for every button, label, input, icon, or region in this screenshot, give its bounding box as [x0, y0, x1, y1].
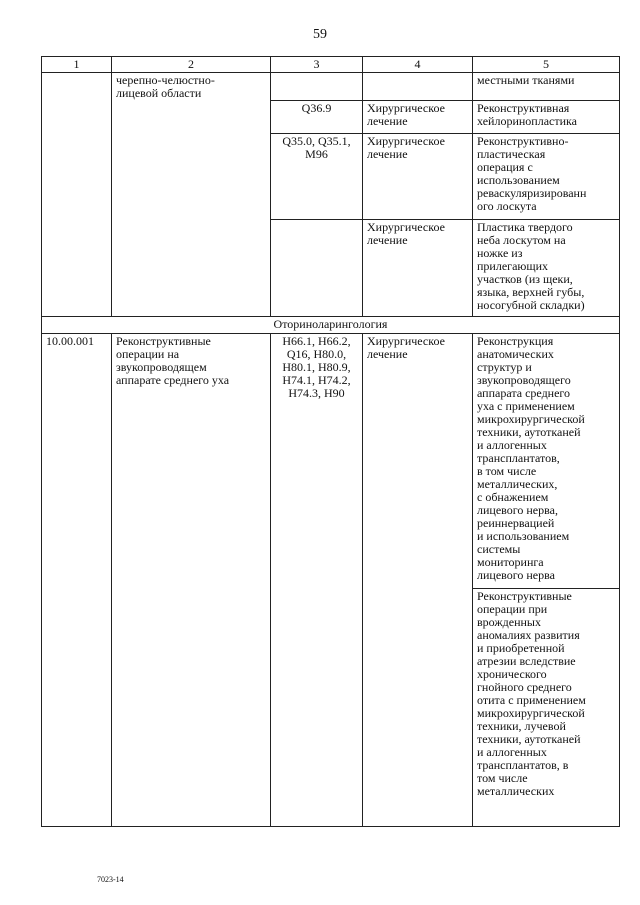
column-number-5: 5 [473, 57, 620, 73]
column-number-4: 4 [363, 57, 473, 73]
table-row [42, 73, 620, 101]
footer-code: 7023-14 [97, 875, 124, 884]
cell-icd: Q35.0, Q35.1, M96 [271, 134, 363, 220]
column-number-row [42, 57, 620, 73]
cell-code [42, 73, 112, 317]
cell-code: 10.00.001 [42, 334, 112, 827]
section-title: Оториноларингология [42, 317, 620, 334]
table-row [42, 334, 620, 589]
column-number-3: 3 [271, 57, 363, 73]
column-number-1: 1 [42, 57, 112, 73]
cell-treatment: Хирургическое лечение [363, 134, 473, 220]
cell-treatment: Хирургическое лечение [363, 334, 473, 827]
cell-name: Реконструктивные операции на звукопроводящем аппарате среднего уха [112, 334, 271, 827]
cell-treatment [363, 73, 473, 101]
cell-method: Реконструктивные операции при врожденных аномалиях развития и приобретенной атрезии вследствие хронического гнойного среднего отита с применением микрохирургической техники, лучевой техники, аутотканей и аллогенных трансплантатов, в том числе металлических [473, 589, 620, 827]
cell-method: Реконструкция анатомических структур и звукопроводящего аппарата среднего уха с применением микрохирургической техники, аутотканей и аллогенных трансплантатов, в том числе металлических, с обнажением лицевого нерва, реиннервацией и использованием системы мониторинга лицевого нерва [473, 334, 620, 589]
cell-icd: Q36.9 [271, 101, 363, 134]
section-row [42, 317, 620, 334]
cell-treatment: Хирургическое лечение [363, 220, 473, 317]
procedures-table [41, 56, 620, 827]
cell-method: Пластика твердого неба лоскутом на ножке из прилегающих участков (из щеки, языка, верхней губы, носогубной складки) [473, 220, 620, 317]
cell-treatment: Хирургическое лечение [363, 101, 473, 134]
cell-icd [271, 73, 363, 101]
cell-method: Реконструктивная хейлоринопластика [473, 101, 620, 134]
column-number-2: 2 [112, 57, 271, 73]
cell-icd [271, 220, 363, 317]
cell-name: черепно-челюстно- лицевой области [112, 73, 271, 317]
cell-icd: H66.1, H66.2, Q16, H80.0, H80.1, H80.9, H74.1, H74.2, H74.3, H90 [271, 334, 363, 827]
cell-method: Реконструктивно- пластическая операция с использованием реваскуляризированн ого лоскута [473, 134, 620, 220]
cell-method: местными тканями [473, 73, 620, 101]
page-number: 59 [313, 27, 327, 42]
